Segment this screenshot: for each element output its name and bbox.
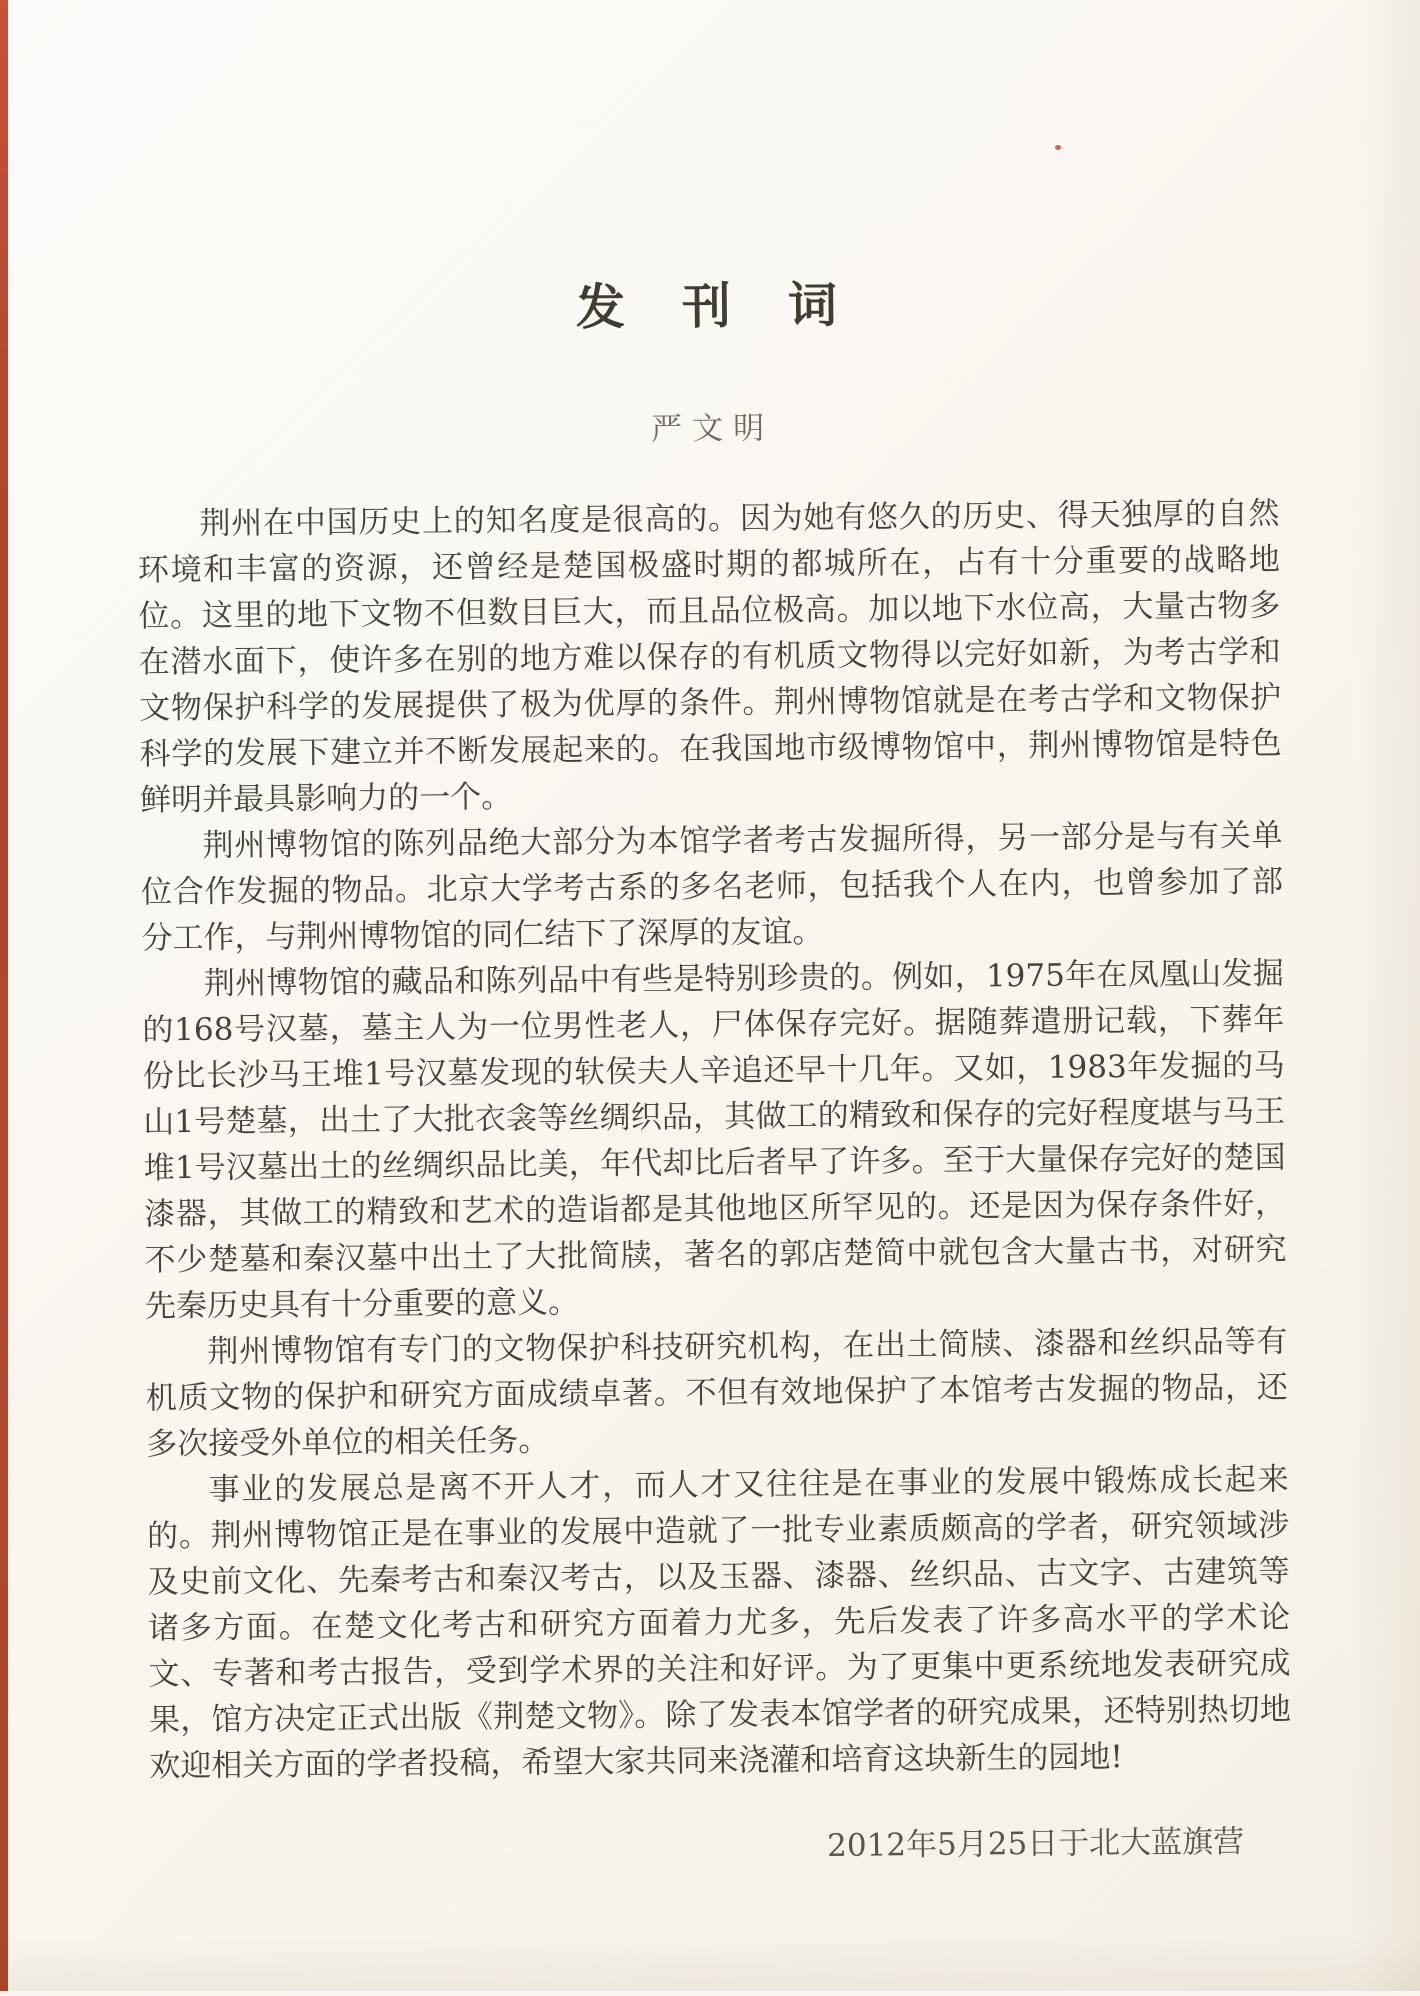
page-title: 发刊词 [575,275,895,337]
paragraph: 荆州博物馆的陈列品绝大部分为本馆学者考古发掘所得，另一部分是与有关单位合作发掘的物品。北京大学考古系的多名老师，包括我个人在内，也曾参加了部分工作，与荆州博物馆的同仁结下了深厚的友谊。 [140,817,1284,957]
paragraph: 荆州博物馆的藏品和陈列品中有些是特别珍贵的。例如，1975年在凤凰山发掘的168号汉墓，墓主人为一位男性老人，尸体保存完好。据随葬遣册记载，下葬年份比长沙马王堆1号汉墓发现的轪侯夫人辛追还早十几年。又如，1983年发掘的马山1号楚墓，出土了大批衣衾等丝绸织品，其做工的精致和保存的完好程度堪与马王堆1号汉墓出土的丝绸织品比美，年代却比后者早了许多。至于大量保存完好的楚国漆器，其做工的精致和艺术的造诣都是其他地区所罕见的。还是因为保存条件好，不少楚墓和秦汉墓中出土了大批简牍，著名的郭店楚简中就包含大量古书，对研究先秦历史具有十分重要的意义。 [142,955,1287,1325]
author-name: 严文明 [650,410,775,448]
body-text [137,491,1291,1790]
paragraph: 荆州博物馆有专门的文物保护科技研究机构，在出土简牍、漆器和丝织品等有机质文物的保护和研究方面成绩卓著。不但有效地保护了本馆考古发掘的物品，还多次接受外单位的相关任务。 [145,1323,1289,1463]
paper-right-shading [1350,0,1420,1991]
date-line: 2012年5月25日于北大蓝旗营 [826,1823,1245,1864]
paragraph: 荆州在中国历史上的知名度是很高的。因为她有悠久的历史、得天独厚的自然环境和丰富的资源，还曾经是楚国极盛时期的都城所在，占有十分重要的战略地位。这里的地下文物不但数目巨大，而且品位极高。加以地下水位高，大量古物多在潜水面下，使许多在别的地方难以保存的有机质文物得以完好如新，为考古学和文物保护科学的发展提供了极为优厚的条件。荆州博物馆就是在考古学和文物保护科学的发展下建立并不断发展起来的。在我国地市级博物馆中，荆州博物馆是特色鲜明并最具影响力的一个。 [137,495,1282,819]
paragraph: 事业的发展总是离不开人才，而人才又往往是在事业的发展中锻炼成长起来的。荆州博物馆正是在事业的发展中造就了一批专业素质颇高的学者，研究领域涉及史前文化、先秦考古和秦汉考古，以及玉器、漆器、丝织品、古文字、古建筑等诸多方面。在楚文化考古和研究方面着力尤多，先后发表了许多高水平的学术论文、专著和考古报告，受到学术界的关注和好评。为了更集中更系统地发表研究成果，馆方决定正式出版《荆楚文物》。除了发表本馆学者的研究成果，还特别热切地欢迎相关方面的学者投稿，希望大家共同来浇灌和培育这块新生的园地! [147,1461,1292,1785]
page-content [133,0,1294,1996]
page-spine-red-edge [0,0,8,1991]
